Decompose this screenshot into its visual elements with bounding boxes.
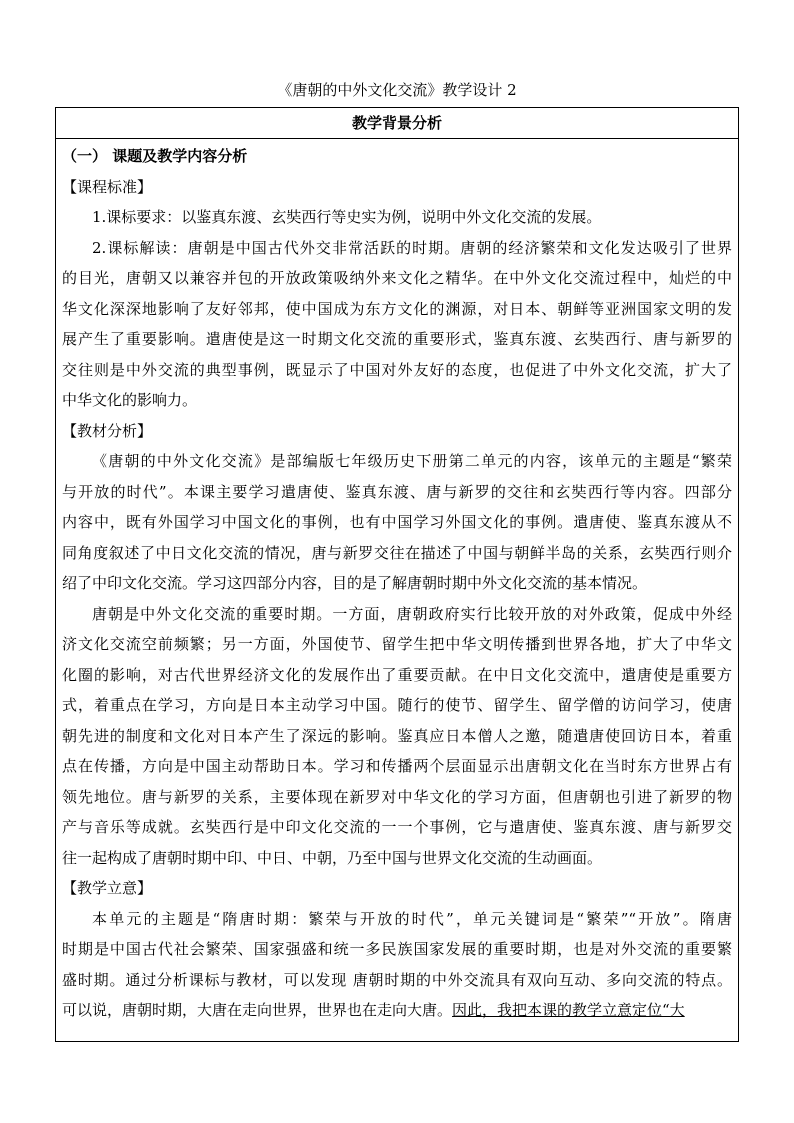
paragraph-line: 朝先进的制度和文化对日本产生了深远的影响。鉴真应日本僧人之邀，随遣唐使回访日本，着重: [62, 726, 732, 745]
underlined-text: 因此，我把本课的教学立意定位“大: [452, 1001, 685, 1019]
paragraph-line: 与开放的时代”。本课主要学习遣唐使、鉴真东渡、唐与新罗的交往和玄奘西行等内容。四部分: [62, 482, 732, 501]
paragraph-line: 同角度叙述了中日文化交流的情况，唐与新罗交往在描述了中国与朝鲜半岛的关系，玄奘西行则介: [62, 543, 732, 562]
paragraph-line: 2.课标解读：唐朝是中国古代外交非常活跃的时期。唐朝的经济繁荣和文化发达吸引了世界: [92, 238, 732, 257]
teaching-design-table: [55, 107, 739, 1042]
paragraph-line: 内容中，既有外国学习中国文化的事例，也有中国学习外国文化的事例。遣唐使、鉴真东渡从不: [62, 513, 732, 531]
table-header: 教学背景分析: [56, 108, 738, 139]
paragraph-text: 可以说，唐朝时期，大唐在走向世界，世界也在走向大唐。: [62, 1001, 453, 1019]
paragraph-line: 领先地位。唐与新罗的关系，主要体现在新罗对中华文化的学习方面，但唐朝也引进了新罗的物: [62, 787, 732, 806]
paragraph-line: 绍了中印文化交流。学习这四部分内容，目的是了解唐朝时期中外文化交流的基本情况。: [62, 574, 648, 592]
paragraph-line: 点在传播，方向是中国主动帮助日本。学习和传播两个层面显示出唐朝文化在当时东方世界占有: [62, 757, 732, 775]
tag-teaching-intent: 【教学立意】: [62, 879, 153, 897]
paragraph-line: 盛时期。通过分析课标与教材，可以发现 唐朝时期的中外交流具有双向互动、多向交流的特点。: [62, 970, 732, 989]
paragraph-line: 的目光，唐朝又以兼容并包的开放政策吸纳外来文化之精华。在中外文化交流过程中，灿烂的中: [62, 269, 732, 287]
table-content: [56, 139, 738, 1026]
paragraph-line: 济文化交流空前频繁；另一方面，外国使节、留学生把中华文明传播到世界各地，扩大了中华文: [62, 635, 732, 653]
paragraph-line: 化圈的影响，对古代世界经济文化的发展作出了重要贡献。在中日文化交流中，遣唐使是重要方: [62, 665, 732, 684]
paragraph-line: 往一起构成了唐朝时期中印、中日、中朝，乃至中国与世界文化交流的生动画面。: [62, 848, 603, 867]
paragraph-line: 式，着重点在学习，方向是日本主动学习中国。随行的使节、留学生、留学僧的访问学习，使唐: [62, 696, 732, 714]
paragraph-line: 产与音乐等成就。玄奘西行是中印文化交流的一一个事例，它与遣唐使、鉴真东渡、唐与新罗交: [62, 818, 732, 836]
tag-course-standard: 【课程标准】: [62, 177, 153, 196]
paragraph-line: 展产生了重要影响。遣唐使是这一时期文化交流的重要形式，鉴真东渡、玄奘西行、唐与新罗的: [62, 330, 732, 348]
paragraph-line: 中华文化的影响力。: [62, 391, 198, 409]
paragraph-line: 本单元的主题是“隋唐时期：繁荣与开放的时代”，单元关键词是“繁荣”“开放”。隋唐: [92, 909, 732, 928]
paragraph-line: 华文化深深地影响了友好邻邦，使中国成为东方文化的渊源，对日本、朝鲜等亚洲国家文明的发: [62, 299, 732, 318]
tag-textbook-analysis: 【教材分析】: [62, 421, 153, 440]
paragraph-line: 唐朝是中外文化交流的重要时期。一方面，唐朝政府实行比较开放的对外政策，促成中外经: [92, 604, 732, 623]
document-title: 《唐朝的中外文化交流》教学设计 2: [277, 81, 517, 99]
paragraph-line: [62, 995, 732, 1026]
paragraph-line: 交往则是中外交流的典型事例，既显示了中国对外友好的态度，也促进了中外文化交流，扩大了: [62, 360, 732, 379]
section-heading: （一） 课题及教学内容分析: [62, 147, 248, 165]
paragraph-line: 时期是中国古代社会繁荣、国家强盛和统一多民族国家发展的重要时期，也是对外交流的重要繁: [62, 940, 732, 958]
paragraph-line: 1.课标要求：以鉴真东渡、玄奘西行等史实为例，说明中外文化交流的发展。: [92, 208, 602, 226]
paragraph-line: 《唐朝的中外文化交流》是部编版七年级历史下册第二单元的内容，该单元的主题是“繁荣: [92, 452, 732, 470]
